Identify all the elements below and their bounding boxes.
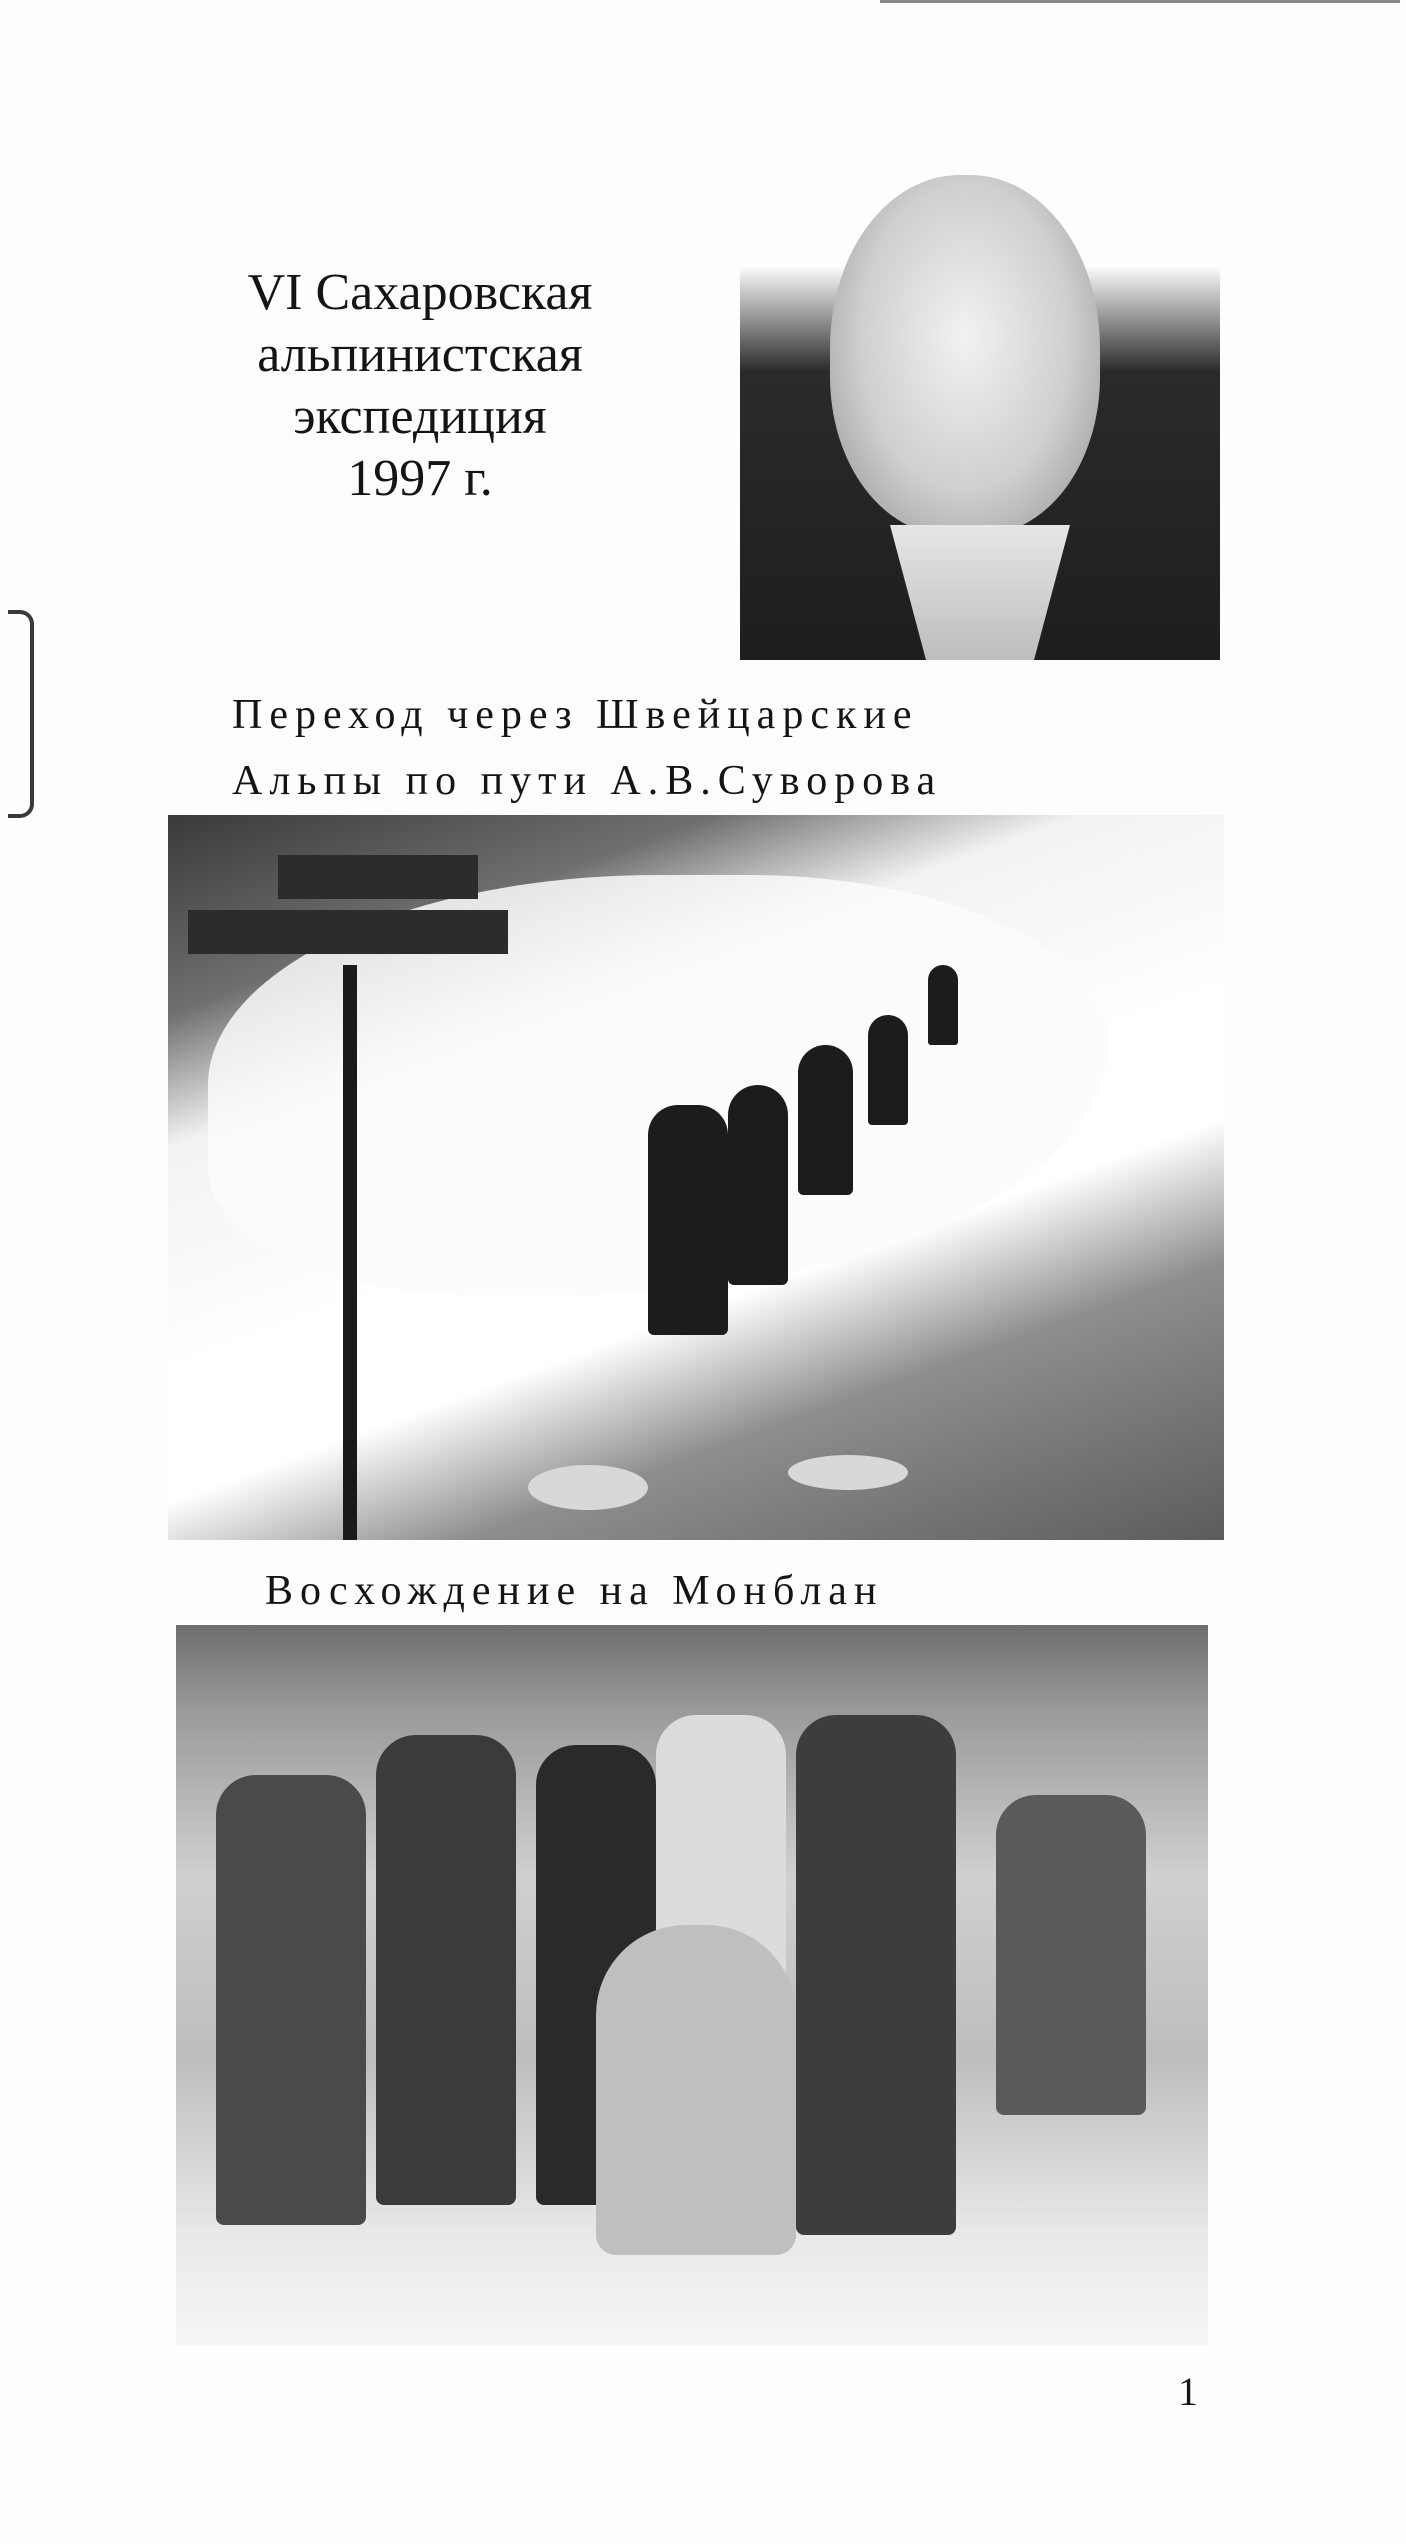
hiker-figure [798, 1045, 853, 1195]
page-number: 1 [1178, 2369, 1198, 2414]
trail-sign [278, 855, 478, 899]
traverse-caption-line-2: Альпы по пути А.В.Суворова [232, 758, 943, 804]
hiker-figure [928, 965, 958, 1045]
trail-sign [188, 910, 378, 954]
title-line-2: альпинистская [257, 326, 583, 383]
mont-blanc-group-photo [176, 1625, 1208, 2345]
title-line-3: экспедиция [293, 388, 547, 445]
alps-traverse-photo [168, 815, 1224, 1540]
expedition-title [170, 262, 670, 510]
title-line-1: VI Сахаровская [247, 264, 593, 321]
page-edge-shadow [880, 0, 1400, 3]
hiker-figure [868, 1015, 908, 1125]
title-line-4: 1997 г. [347, 450, 493, 507]
climber-figure [996, 1795, 1146, 2115]
trail-sign [358, 910, 508, 954]
climber-figure [596, 1925, 796, 2255]
ascent-caption: Восхождение на Монблан [265, 1568, 884, 1614]
hiker-figure [648, 1105, 728, 1335]
rock [788, 1455, 908, 1490]
portrait-face [830, 175, 1100, 535]
signpost-pole [343, 965, 357, 1540]
binding-staple [8, 610, 34, 818]
portrait-photo [740, 135, 1220, 660]
portrait-collar [890, 525, 1070, 660]
climber-figure [796, 1715, 956, 2235]
climber-figure [376, 1735, 516, 2205]
rock [528, 1465, 648, 1510]
hiker-figure [728, 1085, 788, 1285]
traverse-caption-line-1: Переход через Швейцарские [232, 692, 919, 738]
climber-figure [216, 1775, 366, 2225]
